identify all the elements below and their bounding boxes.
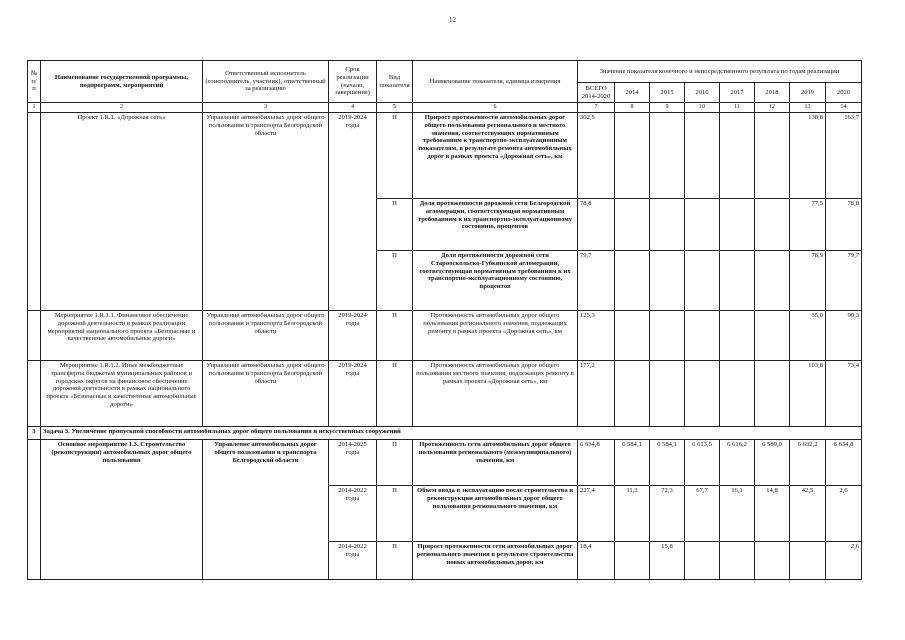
header-year: 2020 (826, 83, 862, 103)
header-responsible: Ответственный исполнитель (соисполнитель, участник), ответственный за реализацию (203, 61, 329, 103)
measure-responsible: Управление автомобильных дорог общего пользования и транспорта Белгородской области (203, 311, 329, 361)
task-number: 3 (28, 427, 41, 440)
indicator-kind: П (377, 486, 413, 542)
value-2015: 72,3 (650, 486, 685, 542)
value-2015: 15,8 (650, 542, 685, 580)
value-2018: 6 589,0 (755, 440, 790, 486)
indicator-name: Доля протяженности дорожной сети Белгородской агломерации, соответствующая нормативным требованиям к их транспортно-эксплуатационному состоянию, процентов (413, 199, 578, 251)
value-2014: 6 584,1 (615, 440, 650, 486)
table-header (28, 61, 862, 113)
header-no: № п/п (28, 61, 41, 103)
measure-term: 2019-2024 годы (329, 361, 377, 427)
task-row (28, 427, 862, 440)
column-number: 9 (650, 103, 685, 113)
column-number: 6 (413, 103, 578, 113)
indicator-kind: П (377, 251, 413, 311)
value-total: 125,3 (578, 311, 615, 361)
project-name: Проект 1.R.1. «Дорожная сеть» (41, 113, 203, 311)
indicator-name: Протяженность сети автомобильных дорог общего пользования регионального (межмуниципального) значения, км (413, 440, 578, 486)
measure-responsible: Управление автомобильных дорог общего пользования и транспорта Белгородской области (203, 361, 329, 427)
column-number: 12 (755, 103, 790, 113)
indicator-name: Прирост протяженности автомобильных дорог общего пользования регионального и местного значения, соответствующих нормативным требованиям к транспортно-эксплуатационным показателям, в результате ремонта автомобильных дорог в рамках проекта «Дорожная сеть», км (413, 113, 578, 199)
column-number: 14 (826, 103, 862, 113)
table-row (28, 113, 862, 199)
value-2020: 78,8 (826, 199, 862, 251)
indicator-kind: П (377, 113, 413, 199)
header-indicator: Наименование показателя, единица измерения (413, 61, 578, 103)
column-number: 4 (329, 103, 377, 113)
indicator-kind: П (377, 440, 413, 486)
value-total: 227,4 (578, 486, 615, 542)
project-responsible: Управление автомобильных дорог общего пользования и транспорта Белгородской области (203, 113, 329, 311)
header-year: 2015 (650, 83, 685, 103)
header-year: 2016 (685, 83, 720, 103)
indicator-kind: П (377, 542, 413, 580)
value-2019: 42,5 (790, 486, 826, 542)
header-year: 2018 (755, 83, 790, 103)
value-2020: 163,7 (826, 113, 862, 199)
indicator-name: Прирост протяженности сети автомобильных дорог регионального значения в результате строительства новых автомобильных дорог, км (413, 542, 578, 580)
project-term: 2019-2024 годы (329, 113, 377, 311)
value-2019: 78,9 (790, 251, 826, 311)
value-total: 6 634,8 (578, 440, 615, 486)
indicator-name: Доля протяженности дорожной сети Старооскольско-Губкинской агломерации, соответствующая нормативным требованиям к их транспортно-эксплуатационному состоянию, процентов (413, 251, 578, 311)
measure-term: 2019-2024 годы (329, 311, 377, 361)
value-2019: 35,0 (790, 311, 826, 361)
value-2018 (755, 542, 790, 580)
table-row (28, 311, 862, 361)
value-2020: 6 634,8 (826, 440, 862, 486)
value-2019: 77,5 (790, 199, 826, 251)
column-number: 1 (28, 103, 41, 113)
value-total: 79,7 (578, 251, 615, 311)
value-2017: 6 616,2 (720, 440, 755, 486)
header-total: ВСЕГО 2014-2020 (578, 83, 615, 103)
value-2019: 138,8 (790, 113, 826, 199)
task-title: Задача 3. Увеличение пропускной способности автомобильных дорог общего пользования и искусственных сооружений (41, 427, 862, 440)
value-2019 (790, 542, 826, 580)
column-number: 7 (578, 103, 615, 113)
table-row (28, 361, 862, 427)
value-2016: 6 613,5 (685, 440, 720, 486)
page-number: 12 (449, 16, 456, 24)
value-2020: 2,6 (826, 486, 862, 542)
value-total: 177,2 (578, 361, 615, 427)
main-measure-responsible: Управление автомобильных дорог общего пользования и транспорта Белгородской области (203, 440, 329, 580)
value-2017 (720, 542, 755, 580)
value-2016 (685, 542, 720, 580)
value-2014: 11,3 (615, 486, 650, 542)
value-total: 78,8 (578, 199, 615, 251)
indicator-term: 2014-2022 годы (329, 486, 377, 542)
indicator-name: Протяженность автомобильных дорог общего пользования регионального значения, подлежащих ремонту в рамках проекта «Дорожная сеть», км (413, 311, 578, 361)
table-row (28, 440, 862, 486)
value-2020: 2,6 (826, 542, 862, 580)
column-number: 5 (377, 103, 413, 113)
main-measure-name: Основное мероприятие 1.3. Строительство (реконструкция) автомобильных дорог общего пользования (41, 440, 203, 580)
indicator-name: Протяженность автомобильных дорог общего пользования местного значения, подлежащих ремонту в рамках проекта «Дорожная сеть», км (413, 361, 578, 427)
header-name: Наименование государственной программы, подпрограмм, мероприятий (41, 61, 203, 103)
column-number: 2 (41, 103, 203, 113)
value-2014 (615, 542, 650, 580)
header-year: 2019 (790, 83, 826, 103)
column-number: 13 (790, 103, 826, 113)
indicator-term: 2014-2022 годы (329, 542, 377, 580)
header-year: 2017 (720, 83, 755, 103)
indicator-kind: П (377, 361, 413, 427)
value-2017: 16,1 (720, 486, 755, 542)
column-number: 3 (203, 103, 329, 113)
measure-name: Мероприятие 1.R.1.1. Финансовое обеспечение дорожной деятельности в рамках реализации мероприятий национального проекта «Безопасные и качественные автомобильные дороги» (41, 311, 203, 361)
indicator-kind: П (377, 311, 413, 361)
header-values: Значение показателя конечного и непосредственного результата по годам реализации (578, 61, 862, 83)
column-number: 11 (720, 103, 755, 113)
value-2019: 6 632,2 (790, 440, 826, 486)
value-2020: 90,3 (826, 311, 862, 361)
column-number: 10 (685, 103, 720, 113)
column-numbers-row (28, 103, 862, 113)
header-year: 2014 (615, 83, 650, 103)
value-2018: 14,8 (755, 486, 790, 542)
indicator-term: 2014-2025 годы (329, 440, 377, 486)
value-2020: 79,7 (826, 251, 862, 311)
header-kind: Вид показателя (377, 61, 413, 103)
value-total: 18,4 (578, 542, 615, 580)
header-term: Срок реализации (начало, завершение) (329, 61, 377, 103)
value-2020: 73,4 (826, 361, 862, 427)
indicators-table (27, 60, 862, 580)
value-2015: 6 584,1 (650, 440, 685, 486)
indicator-name: Объем ввода в эксплуатацию после строительства и реконструкции автомобильных дорог общего пользования регионального значения, км (413, 486, 578, 542)
value-2019: 103,8 (790, 361, 826, 427)
column-number: 8 (615, 103, 650, 113)
indicator-kind: П (377, 199, 413, 251)
value-total: 302,5 (578, 113, 615, 199)
measure-name: Мероприятие 1.R.1.2. Иные межбюджетные трансферты бюджетам муниципальных районов и городских округов на финансовое обеспечение дорожной деятельности в рамках национального проекта «Безопасные и качественные автомобильные дороги» (41, 361, 203, 427)
value-2016: 67,7 (685, 486, 720, 542)
